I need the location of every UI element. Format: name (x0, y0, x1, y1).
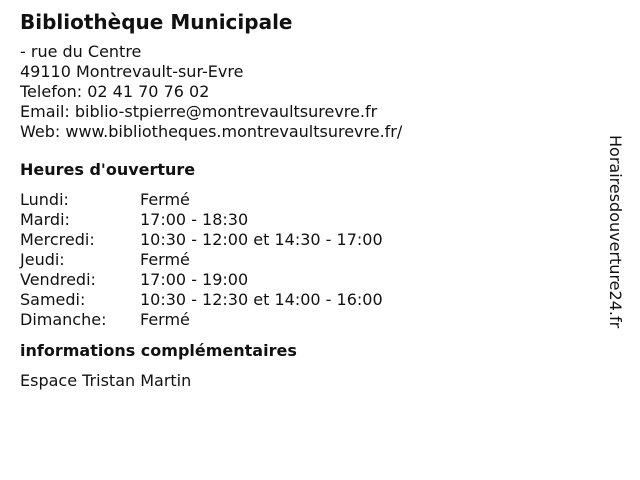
website-line: Web: www.bibliotheques.montrevaultsurevre.fr/ (20, 122, 403, 141)
day-label: Mardi: (20, 210, 70, 229)
library-name: Bibliothèque Municipale (20, 10, 293, 34)
hours-row-vendredi (20, 270, 600, 290)
day-hours: 17:00 - 19:00 (140, 270, 249, 289)
library-card (20, 8, 600, 391)
day-hours: Fermé (140, 250, 190, 269)
city-line: 49110 Montrevault-sur-Evre (20, 62, 244, 81)
day-hours: 17:00 - 18:30 (140, 210, 249, 229)
hours-row-lundi (20, 190, 600, 210)
day-label: Mercredi: (20, 230, 95, 249)
day-hours: Fermé (140, 310, 190, 329)
hours-row-samedi (20, 290, 600, 310)
site-watermark: Horairesdouverture24.fr (606, 135, 625, 329)
email-line: Email: biblio-stpierre@montrevaultsurevre.fr (20, 102, 378, 121)
day-label: Dimanche: (20, 310, 107, 329)
day-hours: 10:30 - 12:00 et 14:30 - 17:00 (140, 230, 383, 249)
day-label: Vendredi: (20, 270, 96, 289)
info-heading: informations complémentaires (20, 341, 297, 360)
day-label: Jeudi: (20, 250, 65, 269)
hours-row-mardi (20, 210, 600, 230)
day-label: Lundi: (20, 190, 69, 209)
hours-heading: Heures d'ouverture (20, 160, 196, 179)
street-line: - rue du Centre (20, 42, 142, 61)
address-block (20, 42, 600, 142)
hours-row-jeudi (20, 250, 600, 270)
phone-line: Telefon: 02 41 70 76 02 (20, 82, 210, 101)
hours-row-mercredi (20, 230, 600, 250)
hours-table (20, 190, 600, 330)
day-hours: 10:30 - 12:30 et 14:00 - 16:00 (140, 290, 383, 309)
day-label: Samedi: (20, 290, 86, 309)
info-text: Espace Tristan Martin (20, 371, 192, 390)
day-hours: Fermé (140, 190, 190, 209)
hours-row-dimanche (20, 310, 600, 330)
